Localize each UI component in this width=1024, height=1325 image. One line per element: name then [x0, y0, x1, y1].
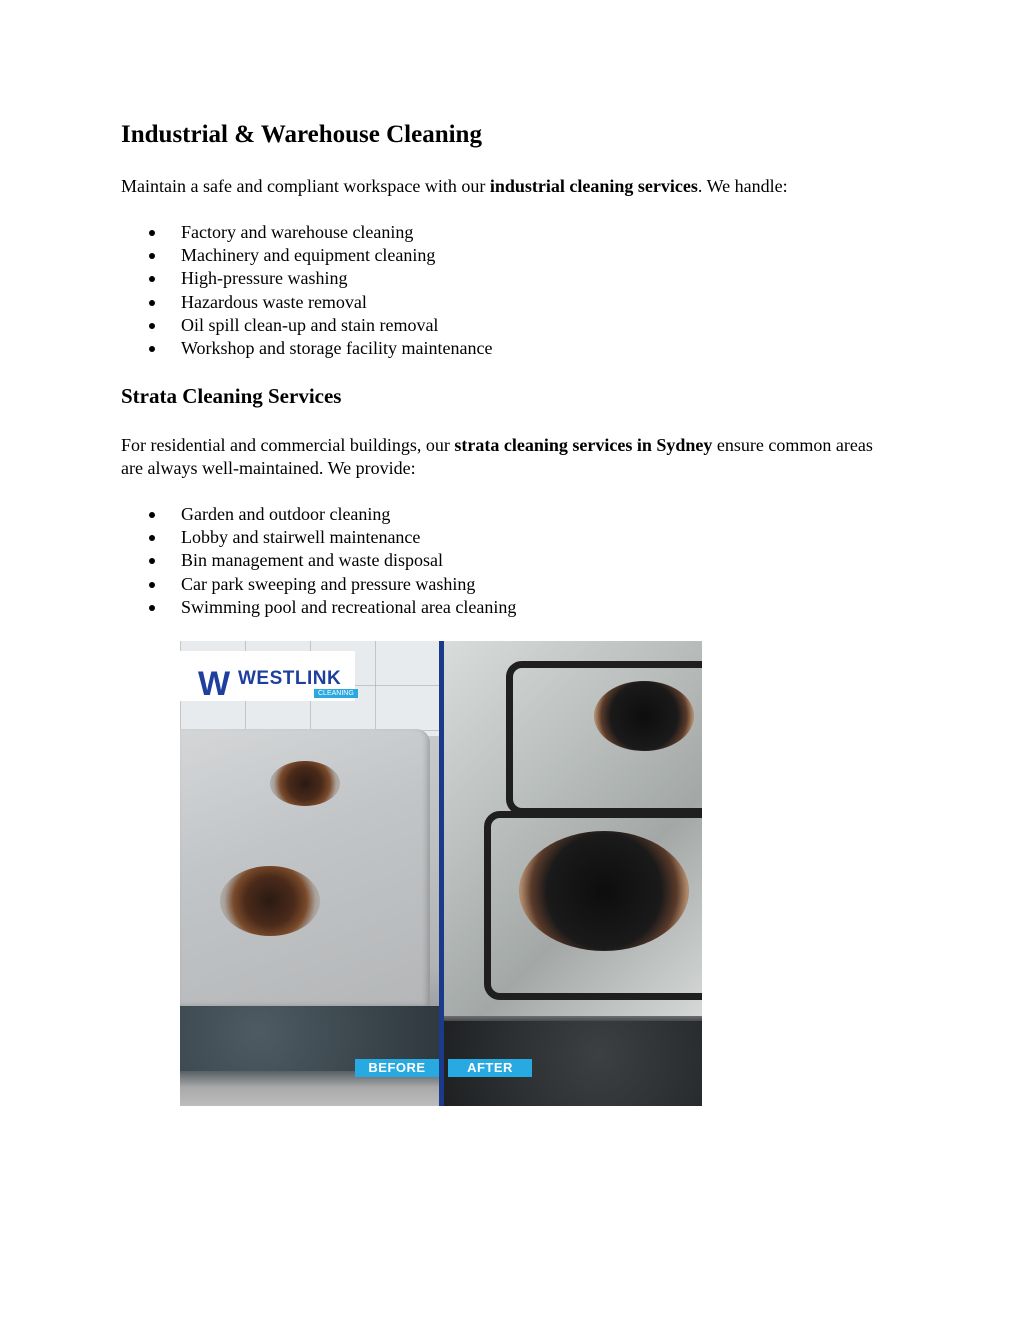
before-label: BEFORE: [355, 1059, 439, 1077]
strata-intro: [121, 434, 881, 480]
list-item-text: Lobby and stairwell maintenance: [181, 527, 421, 548]
list-item-text: Factory and warehouse cleaning: [181, 222, 414, 242]
list-item: [121, 291, 492, 314]
bullet-icon: [149, 323, 155, 329]
industrial-intro-end: . We handle:: [697, 176, 788, 196]
after-label: AFTER: [448, 1059, 532, 1077]
clean-burner: [519, 831, 689, 951]
bullet-icon: [149, 300, 155, 306]
before-panel: [180, 641, 440, 1106]
strata-intro-bold: strata cleaning services in Sydney: [454, 435, 713, 455]
list-item-text: Garden and outdoor cleaning: [181, 504, 391, 524]
list-item-text: Hazardous waste removal: [181, 291, 367, 312]
strata-intro-end: ensure common areas are always well-maintained. We provide:: [121, 435, 873, 478]
bullet-icon: [149, 230, 155, 236]
list-item-text: High-pressure washing: [181, 268, 348, 289]
logo-subtitle: CLEANING: [314, 689, 358, 698]
bullet-icon: [149, 346, 155, 352]
bullet-icon: [149, 605, 155, 611]
bullet-icon: [149, 558, 155, 564]
list-item-text: Machinery and equipment cleaning: [181, 245, 436, 266]
strata-list: [121, 503, 516, 619]
logo-wordmark: WESTLINK: [238, 668, 342, 689]
list-item: [121, 526, 516, 549]
dirty-burner: [270, 761, 340, 806]
bullet-icon: [149, 535, 155, 541]
bullet-icon: [149, 276, 155, 282]
list-item-text: Oil spill clean-up and stain removal: [181, 314, 439, 335]
list-item: [121, 573, 516, 596]
industrial-list: [121, 221, 492, 360]
list-item: [121, 267, 492, 290]
dirty-burner: [220, 866, 320, 936]
list-item: [121, 549, 516, 572]
after-panel: [444, 641, 702, 1106]
bullet-icon: [149, 253, 155, 259]
westlink-logo: [180, 651, 355, 701]
list-item: [121, 337, 492, 360]
before-after-photo: [180, 641, 702, 1106]
list-item: [121, 244, 492, 267]
clean-burner: [594, 681, 694, 751]
list-item: [121, 221, 492, 244]
strata-intro-start: For residential and commercial buildings, our: [121, 435, 455, 455]
industrial-intro: [121, 175, 881, 198]
list-item: [121, 596, 516, 619]
list-item-text: Swimming pool and recreational area cleaning: [181, 596, 517, 617]
industrial-intro-bold: industrial cleaning services: [489, 176, 698, 196]
list-item-text: Bin management and waste disposal: [181, 550, 443, 571]
list-item: [121, 314, 492, 337]
panel-divider: [439, 641, 444, 1106]
strata-heading: Strata Cleaning Services: [121, 384, 342, 408]
list-item: [121, 503, 516, 526]
industrial-heading: Industrial & Warehouse Cleaning: [121, 121, 482, 148]
logo-mark: W: [198, 665, 229, 703]
list-item-text: Workshop and storage facility maintenance: [181, 338, 493, 359]
bullet-icon: [149, 512, 155, 518]
industrial-intro-start: Maintain a safe and compliant workspace with our: [121, 176, 490, 196]
list-item-text: Car park sweeping and pressure washing: [181, 573, 476, 594]
bullet-icon: [149, 582, 155, 588]
